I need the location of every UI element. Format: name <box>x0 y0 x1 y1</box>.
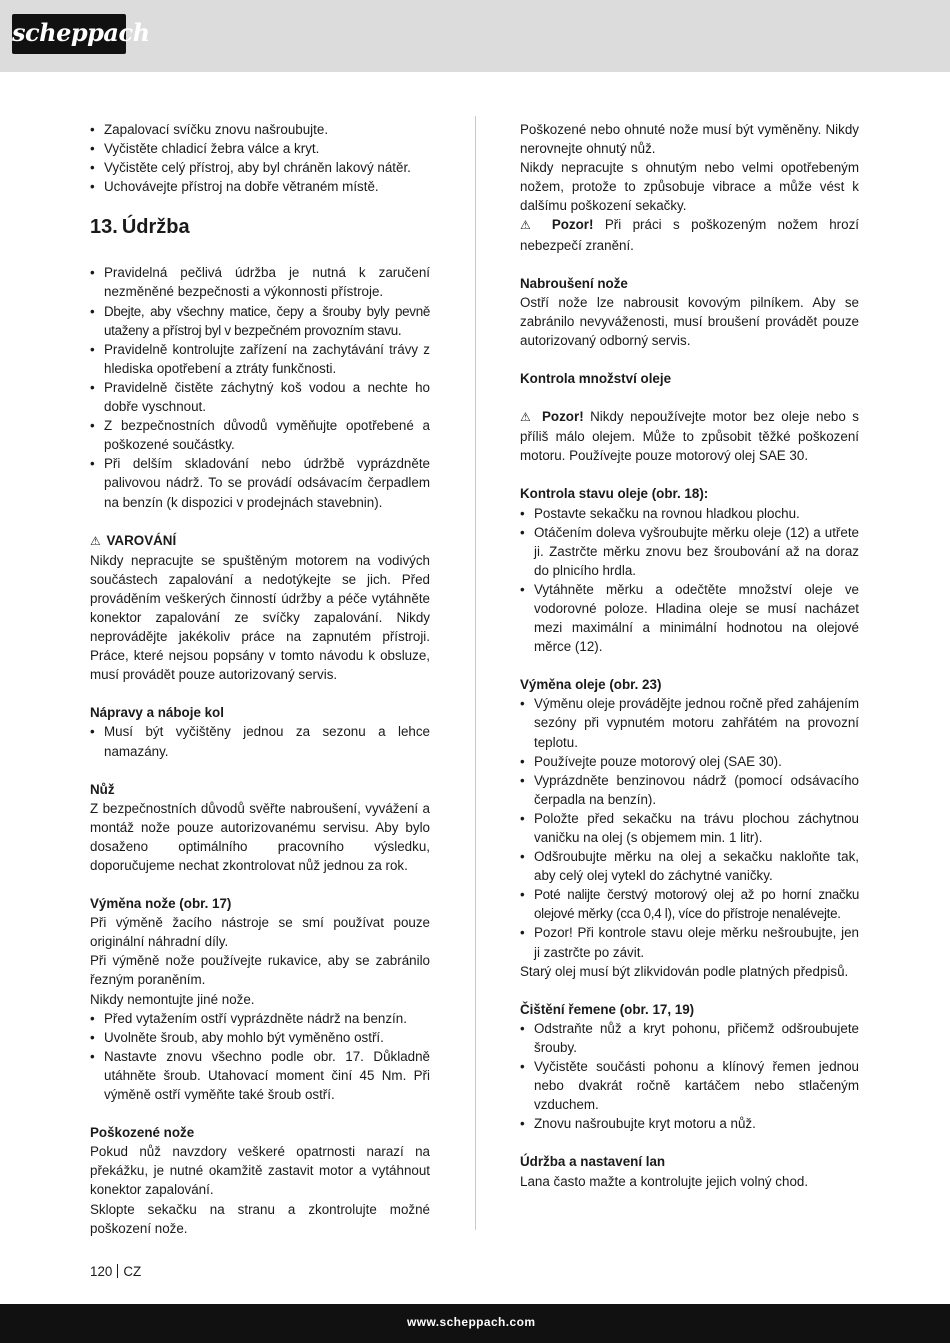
page-footer <box>90 1264 141 1279</box>
paragraph: Poškozené nebo ohnuté nože musí být vyměněny. Nikdy nerovnejte ohnutý nůž. <box>520 122 859 157</box>
intro-list <box>90 120 430 196</box>
list-item: • Vyprázdněte benzinovou nádrž (pomocí odsávacího čerpadla na benzín). <box>520 771 859 809</box>
caution-text: Nikdy nepoužívejte motor bez oleje nebo s příliš málo olejem. Může to způsobit těžké poškození motoru. Používejte pouze motorový olej SAE 30. <box>520 409 859 464</box>
paragraph: Nikdy nepracujte s ohnutým nebo velmi opotřebeným nožem, protože to způsobuje vibrace a může vést k dalšímu poškození sekačky. <box>520 160 859 214</box>
language-code: CZ <box>123 1264 142 1279</box>
list-item: • Pozor! Při kontrole stavu oleje měrku nešroubujte, jen ji zastrčte po závit. <box>520 923 859 961</box>
caution-label: Pozor! <box>551 217 594 233</box>
list-item: • Uvolněte šroub, aby mohlo být vyměněno ostří. <box>90 1028 430 1047</box>
list-item: • Pravidelně kontrolujte zařízení na zachytávání trávy z hlediska opotřebení a ztráty funkčnosti. <box>90 340 430 378</box>
warning-icon: ⚠ <box>520 410 534 425</box>
oil-amount-heading: Kontrola množství oleje <box>520 371 672 387</box>
knife-change-list <box>90 1009 430 1104</box>
paragraph: Sklopte sekačku na stranu a zkontrolujte možné poškození nože. <box>90 1201 430 1236</box>
warning-icon: ⚠ <box>90 533 101 548</box>
oil-change-list <box>520 694 859 961</box>
list-item: • Pravidelná pečlivá údržba je nutná k zaručení nezměněné bezpečnosti a výkonnosti přístroje. <box>90 263 430 301</box>
paragraph: Při výměně nože používejte rukavice, aby se zabránilo řezným poraněním. <box>90 953 430 988</box>
section-heading <box>90 215 430 239</box>
header-bar <box>0 0 950 72</box>
list-item: • Z bezpečnostních důvodů vyměňujte opotřebené a poškozené součástky. <box>90 416 430 454</box>
warning-text: Nikdy nepracujte se spuštěným motorem na vodivých součástech zapalování a nedotýkejte se jich. Před prováděním veškerých činností údržby a péče vytáhněte konektor zapalování ze svíčky zapalování. Nikdy neprovádějte jakékoliv práce na zapnutém přístroji. Práce, které nejsou popsány v tomto návodu k obsluze, musí provádět pouze autorizovaný servis. <box>90 552 430 683</box>
list-item: • Při delším skladování nebo údržbě vyprázdněte palivovou nádrž. To se provádí odsávacím čerpadlem na benzín (k dispozici v prodejnách stavebnin). <box>90 454 430 511</box>
list-item: • Používejte pouze motorový olej (SAE 30). <box>520 752 859 771</box>
knife-heading: Nůž <box>90 781 115 797</box>
footer-bar <box>0 1304 950 1343</box>
list-item: • Vyčistěte chladicí žebra válce a kryt. <box>90 139 430 158</box>
warning-title: VAROVÁNÍ <box>106 532 177 548</box>
cables-heading: Údržba a nastavení lan <box>520 1154 666 1170</box>
section-title: Údržba <box>121 216 190 239</box>
paragraph: Starý olej musí být zlikvidován podle platných předpisů. <box>520 963 849 979</box>
paragraph: Pokud nůž navzdory veškeré opatrnosti narazí na překážku, je nutné okamžitě zastavit motor a vytáhnout konektor zapalování. <box>90 1144 430 1198</box>
list-item: • Odstraňte nůž a kryt pohonu, přičemž odšroubujete šrouby. <box>520 1019 859 1057</box>
cables-text: Lana často mažte a kontrolujte jejich volný chod. <box>520 1173 809 1189</box>
oil-level-heading: Kontrola stavu oleje (obr. 18): <box>520 486 709 502</box>
warning-icon: ⚠ <box>520 218 539 233</box>
damaged-knife-heading: Poškozené nože <box>90 1125 195 1141</box>
caution-paragraph <box>520 215 859 254</box>
list-item: • Znovu našroubujte kryt motoru a nůž. <box>520 1114 859 1133</box>
list-item: • Odšroubujte měrku na olej a sekačku nakloňte tak, aby celý olej vytekl do záchytné vaničky. <box>520 847 859 885</box>
scheppach-logo: scheppach <box>12 14 126 54</box>
website-link[interactable]: www.scheppach.com <box>407 1315 536 1329</box>
paragraph: Při výměně žacího nástroje se smí používat pouze originální náhradní díly. <box>90 915 430 950</box>
sharpen-heading: Nabroušení nože <box>520 275 628 291</box>
list-item: • Poté nalijte čerstvý motorový olej až po horní značku olejové měrky (cca 0,4 l), více do přístroje nenalévejte. <box>520 885 859 923</box>
maintenance-list <box>90 263 430 511</box>
oil-level-list <box>520 504 859 657</box>
list-item: • Výměnu oleje provádějte jednou ročně před zahájením sezóny při vypnutém motoru zahřátém na provozní teplotu. <box>520 694 859 751</box>
warning-heading <box>90 531 430 551</box>
axles-heading: Nápravy a náboje kol <box>90 705 224 721</box>
list-item: • Uchovávejte přístroj na dobře větraném místě. <box>90 177 430 196</box>
oil-change-heading: Výměna oleje (obr. 23) <box>520 677 662 693</box>
caution-paragraph <box>520 407 859 465</box>
list-item: • Položte před sekačku na trávu plochou záchytnou vaničku na olej (s objemem min. 1 litr). <box>520 809 859 847</box>
list-item: • Zapalovací svíčku znovu našroubujte. <box>90 120 430 139</box>
knife-change-heading: Výměna nože (obr. 17) <box>90 896 232 912</box>
list-item: • Vyčistěte celý přístroj, aby byl chráněn lakový nátěr. <box>90 158 430 177</box>
list-item: • Postavte sekačku na rovnou hladkou plochu. <box>520 504 859 523</box>
sharpen-text: Ostří nože lze nabrousit kovovým pilníkem. Aby se zabránilo nevyváženosti, musí broušení provádět pouze autorizovaný odborný servis. <box>520 294 859 348</box>
list-item: • Nastavte znovu všechno podle obr. 17. Důkladně utáhněte šroub. Utahovací moment činí 45 Nm. Při výměně ostří vyměňte také šroub ostří. <box>90 1047 430 1104</box>
list-item: • Musí být vyčištěny jednou za sezonu a lehce namazány. <box>90 722 430 760</box>
paragraph: Nikdy nemontujte jiné nože. <box>90 991 255 1007</box>
list-item: • Dbejte, aby všechny matice, čepy a šrouby byly pevně utaženy a přístroj byl v bezpečném provozním stavu. <box>90 302 430 340</box>
left-column <box>90 120 430 1238</box>
belt-heading: Čištění řemene (obr. 17, 19) <box>520 1001 695 1017</box>
axles-list <box>90 722 430 760</box>
list-item: • Vyčistěte součásti pohonu a klínový řemen jednou nebo dvakrát ročně kartáčem nebo stlačeným vzduchem. <box>520 1057 859 1114</box>
footer-separator <box>117 1264 118 1278</box>
column-divider <box>475 116 476 1230</box>
belt-list <box>520 1019 859 1134</box>
page-number: 120 <box>90 1264 113 1279</box>
caution-text: Při práci s poškozeným nožem hrozí nebezpečí zranění. <box>520 217 859 253</box>
list-item: • Vytáhněte měrku a odečtěte množství oleje ve vodorovné poloze. Hladina oleje se musí nacházet mezi maximální a minimální hodnotou na olejové měrce (12). <box>520 580 859 656</box>
section-number: 13. <box>90 216 118 239</box>
knife-text: Z bezpečnostních důvodů svěřte nabroušení, vyvážení a montáž nože pouze autorizovanému servisu. Aby bylo dosaženo optimálního pracovního výsledku, doporučujeme nechat zkontrolovat nůž jednou za rok. <box>90 800 430 873</box>
list-item: • Pravidelně čistěte záchytný koš vodou a nechte ho dobře vyschnout. <box>90 378 430 416</box>
list-item: • Otáčením doleva vyšroubujte měrku oleje (12) a utřete ji. Zastrčte měrku znovu bez šroubování až na doraz do plnicího hrdla. <box>520 523 859 580</box>
list-item: • Před vytažením ostří vyprázdněte nádrž na benzín. <box>90 1009 430 1028</box>
right-column <box>520 120 859 1191</box>
caution-label: Pozor! <box>542 409 584 425</box>
